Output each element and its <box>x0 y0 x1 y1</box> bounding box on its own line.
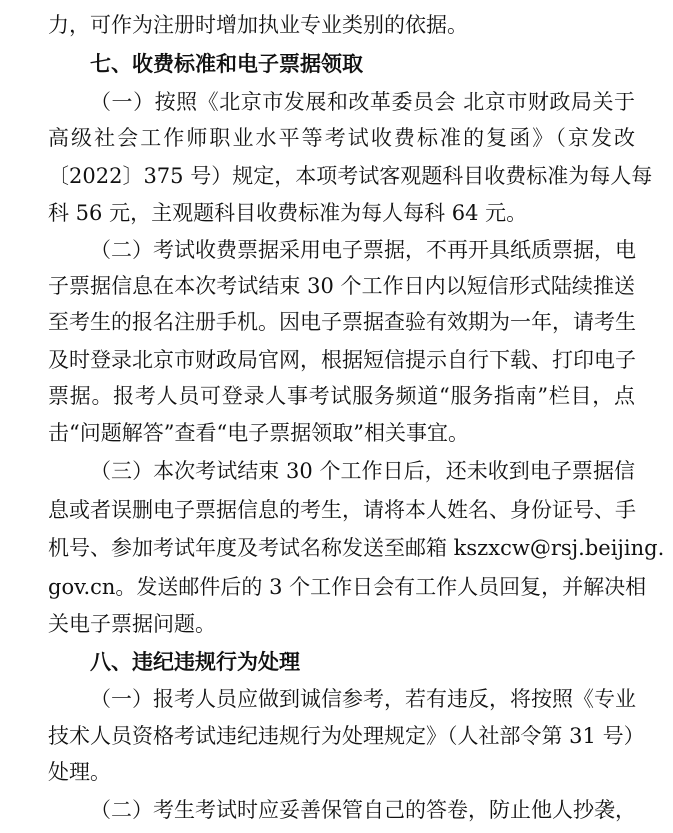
paragraph-line: （一）按照《北京市发展和改革委员会 北京市财政局关于 <box>90 90 635 114</box>
section-heading-violations: 八、违纪违规行为处理 <box>90 649 300 674</box>
section-heading-fees: 七、收费标准和电子票据领取 <box>90 51 363 76</box>
paragraph-line: 至考生的报名注册手机。因电子票据查验有效期为一年，请考生 <box>48 310 636 334</box>
paragraph-line: 息或者误删电子票据信息的考生，请将本人姓名、身份证号、手 <box>48 498 636 522</box>
paragraph-line: 击“问题解答”查看“电子票据领取”相关事宜。 <box>48 421 469 445</box>
paragraph-line: 技术人员资格考试违纪违规行为处理规定》（人社部令第 31 号） <box>48 724 645 748</box>
paragraph-line: （三）本次考试结束 30 个工作日后，还未收到电子票据信 <box>90 459 635 483</box>
paragraph-line: 科 56 元，主观题科目收费标准为每人每科 64 元。 <box>48 201 528 225</box>
paragraph-line: 票据。报考人员可登录人事考试服务频道“服务指南”栏目，点 <box>48 384 635 408</box>
paragraph-line: （一）报考人员应做到诚信参考，若有违反，将按照《专业 <box>90 687 636 711</box>
paragraph-line: 关电子票据问题。 <box>48 612 216 636</box>
paragraph-line: 高级社会工作师职业水平等考试收费标准的复函》（京发改 <box>48 126 635 150</box>
paragraph-line: （二）考生考试时应妥善保管自己的答卷，防止他人抄袭， <box>90 798 636 822</box>
paragraph-line: 〔2022〕375 号）规定，本项考试客观题科目收费标准为每人每 <box>48 164 653 188</box>
paragraph-line: 及时登录北京市财政局官网，根据短信提示自行下载、打印电子 <box>48 348 636 372</box>
paragraph-line: 力，可作为注册时增加执业专业类别的依据。 <box>48 13 468 37</box>
paragraph-line: 子票据信息在本次考试结束 30 个工作日内以短信形式陆续推送 <box>48 274 635 298</box>
paragraph-line: （二）考试收费票据采用电子票据，不再开具纸质票据，电 <box>90 238 636 262</box>
paragraph-line-email: 机号、参加考试年度及考试名称发送至邮箱 kszxcw@rsj.beijing. <box>48 536 665 560</box>
paragraph-line: gov.cn。发送邮件后的 3 个工作日会有工作人员回复，并解决相 <box>48 575 647 599</box>
paragraph-line: 处理。 <box>48 760 111 784</box>
